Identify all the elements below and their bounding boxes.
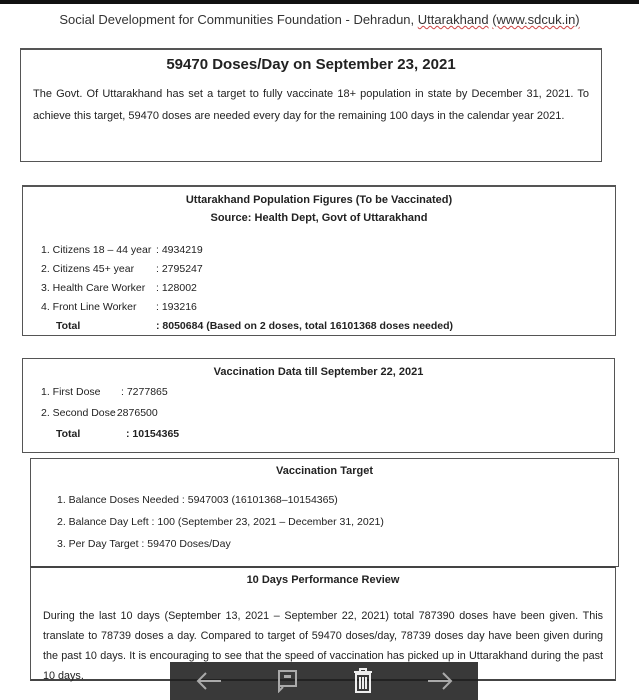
intro-title: 59470 Doses/Day on September 23, 2021 bbox=[166, 56, 456, 73]
target-box bbox=[30, 458, 619, 567]
vaccination-item: 2. Second Dose: 2876500 bbox=[41, 407, 158, 419]
previous-button[interactable] bbox=[189, 666, 229, 696]
target-item: 3. Per Day Target : 59470 Doses/Day bbox=[57, 538, 231, 550]
population-title: Uttarakhand Population Figures (To be Vaccinated) bbox=[185, 194, 453, 206]
vaccination-title: Vaccination Data till September 22, 2021 bbox=[213, 366, 424, 378]
review-title: 10 Days Performance Review bbox=[246, 574, 400, 586]
vaccination-box bbox=[22, 358, 615, 453]
intro-text: The Govt. Of Uttarakhand has set a target to fully vaccinate 18+ population in state by December 31, 2021. To achieve this target, 59470 doses are needed every day for the remaining 100 days in the calendar year 2021. bbox=[33, 88, 589, 122]
population-box bbox=[22, 185, 616, 336]
target-item: 1. Balance Doses Needed : 5947003 (16101368–10154365) bbox=[57, 494, 338, 506]
population-total: Total : 8050684 (Based on 2 doses, total 16101368 doses needed) bbox=[56, 320, 454, 332]
trash-icon bbox=[352, 668, 374, 694]
population-item: 3. Health Care Worker : 128002 bbox=[41, 282, 197, 294]
population-item: 4. Front Line Worker : 193216 bbox=[41, 301, 197, 313]
intro-box bbox=[20, 48, 602, 162]
next-button[interactable] bbox=[420, 666, 460, 696]
comment-icon bbox=[274, 669, 298, 693]
target-title: Vaccination Target bbox=[276, 465, 373, 477]
delete-button[interactable] bbox=[343, 666, 383, 696]
population-source: Source: Health Dept, Govt of Uttarakhand bbox=[210, 212, 428, 224]
vaccination-total: Total : 10154365 bbox=[56, 428, 180, 440]
document-header: Social Development for Communities Foundation - Dehradun, Uttarakhand (www.sdcuk.in) bbox=[59, 12, 580, 27]
arrow-right-icon bbox=[426, 671, 454, 691]
top-bar bbox=[0, 0, 639, 4]
arrow-left-icon bbox=[195, 671, 223, 691]
target-item: 2. Balance Day Left : 100 (September 23, 2021 – December 31, 2021) bbox=[57, 516, 384, 528]
population-item: 1. Citizens 18 – 44 year : 4934219 bbox=[41, 244, 203, 256]
population-item: 2. Citizens 45+ year : 2795247 bbox=[41, 263, 203, 275]
comment-button[interactable] bbox=[266, 666, 306, 696]
vaccination-item: 1. First Dose : 7277865 bbox=[41, 386, 168, 398]
review-text: During the last 10 days (September 13, 2021 – September 22, 2021) total 787390 doses have been given. This translate to 78739 doses a day. Compared to target of 59470 doses/day, 78739 doses day have been given during the past 10 days. It is encouraging to see that the speed of vaccination has picked up in Uttarakhand during the past 10 days. bbox=[43, 610, 603, 682]
image-viewer-toolbar bbox=[170, 662, 478, 700]
